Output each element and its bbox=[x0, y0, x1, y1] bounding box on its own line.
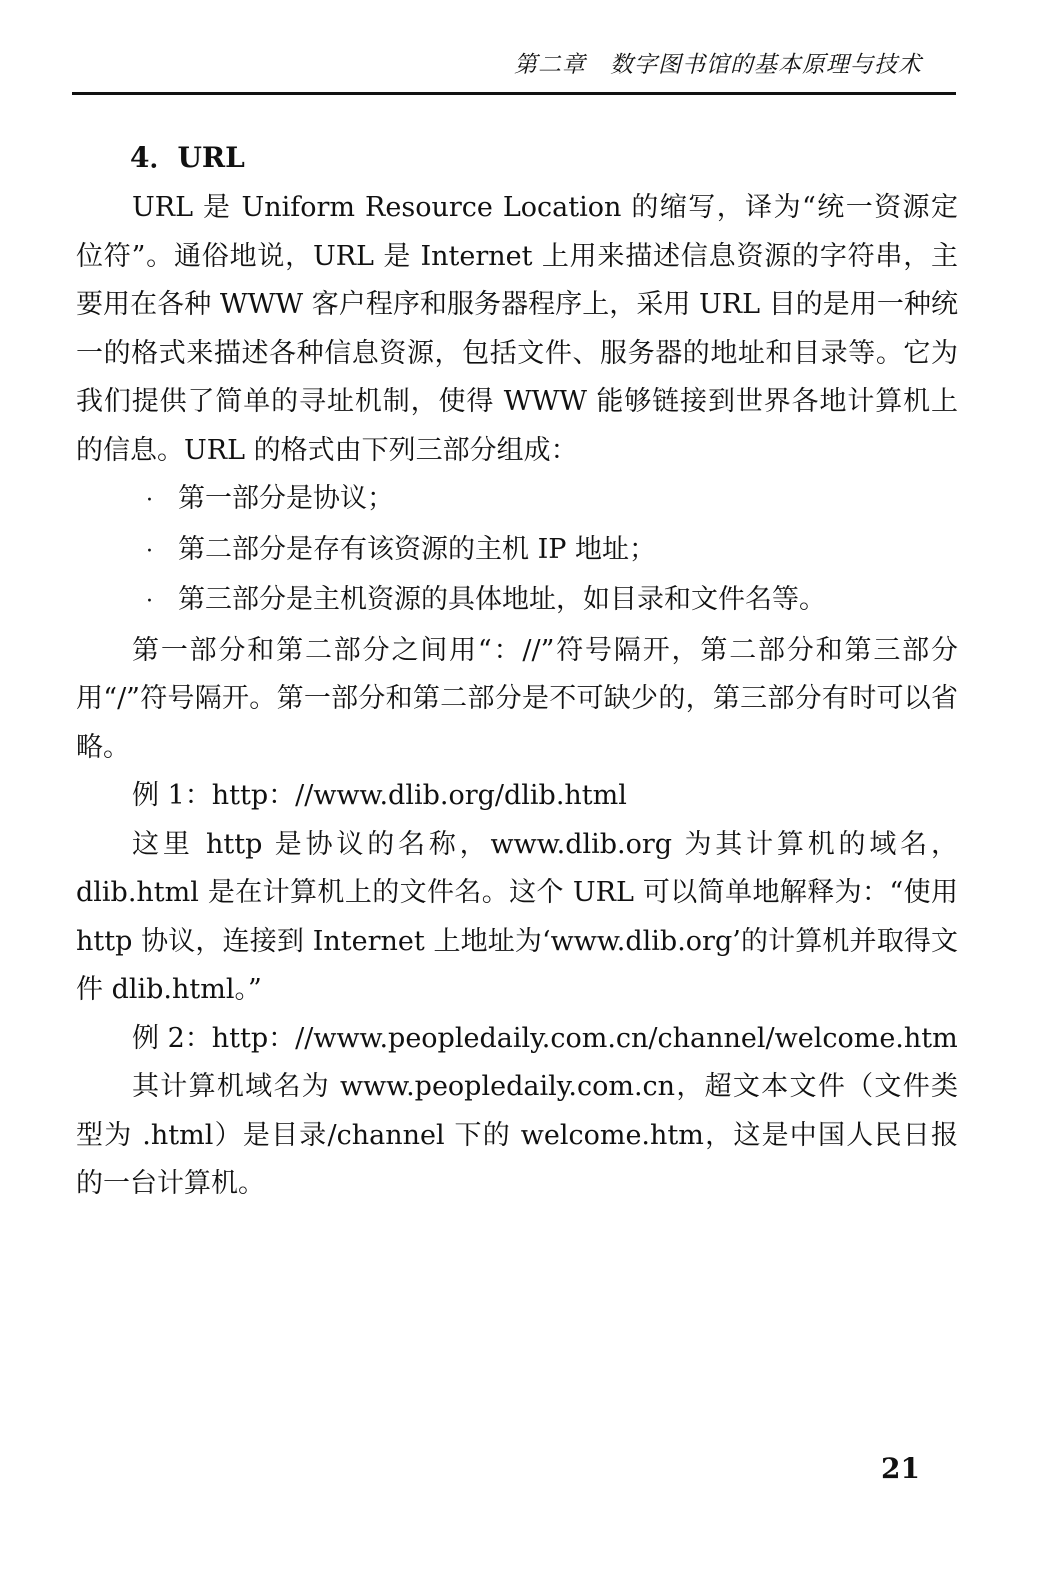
list-item-text: 第一部分是协议； bbox=[178, 483, 394, 514]
list-item bbox=[146, 475, 958, 526]
list-item bbox=[146, 526, 958, 577]
list-item-text: 第二部分是存有该资源的主机 IP 地址； bbox=[178, 533, 656, 565]
list-item bbox=[146, 576, 958, 627]
example-1-url: 例 1：http：//www.dlib.org/dlib.html bbox=[132, 780, 627, 811]
page-number: 21 bbox=[881, 1452, 920, 1485]
header-rule bbox=[72, 92, 956, 95]
separator-paragraph: 第一部分和第二部分之间用“：//”符号隔开，第二部分和第三部分用“/”符号隔开。第一部分和第二部分是不可缺少的，第三部分有时可以省略。 bbox=[76, 634, 958, 763]
running-header: 第二章 数字图书馆的基本原理与技术 bbox=[514, 52, 922, 78]
list-item-text: 第三部分是主机资源的具体地址，如目录和文件名等。 bbox=[178, 584, 826, 615]
bullet-icon: · bbox=[146, 589, 153, 614]
section-title: 4．URL bbox=[130, 141, 245, 174]
intro-paragraph: URL 是 Uniform Resource Location 的缩写，译为“统一资源定位符”。通俗地说，URL 是 Internet 上用来描述信息资源的字符串，主要用在各种 WWW 客户程序和服务器程序上，采用 URL 目的是用一种统一的格式来描述各种信息资源，包括文件、服务器的地址和目录等。它为我们提供了简单的寻址机制，使得 WWW 能够链接到世界各地计算机上的信息。URL 的格式由下列三部分组成： bbox=[76, 192, 958, 466]
example-2-explanation: 其计算机域名为 www.peopledaily.com.cn，超文本文件（文件类型为 .html）是目录/channel 下的 welcome.htm，这是中国人民日报的一台计算机。 bbox=[76, 1071, 958, 1199]
example-2-url: 例 2：http：//www.peopledaily.com.cn/channel/welcome.htm bbox=[132, 1022, 958, 1054]
example-1-explanation: 这里 http 是协议的名称，www.dlib.org 为其计算机的域名，dlib.html 是在计算机上的文件名。这个 URL 可以简单地解释为：“使用 http 协议，连接到 Internet 上地址为‘www.dlib.org’的计算机并取得文件 dlib.html。” bbox=[76, 828, 958, 1005]
url-parts-list bbox=[76, 475, 958, 627]
bullet-icon: · bbox=[146, 488, 153, 513]
page-body bbox=[76, 136, 958, 1209]
bullet-icon: · bbox=[146, 538, 153, 564]
